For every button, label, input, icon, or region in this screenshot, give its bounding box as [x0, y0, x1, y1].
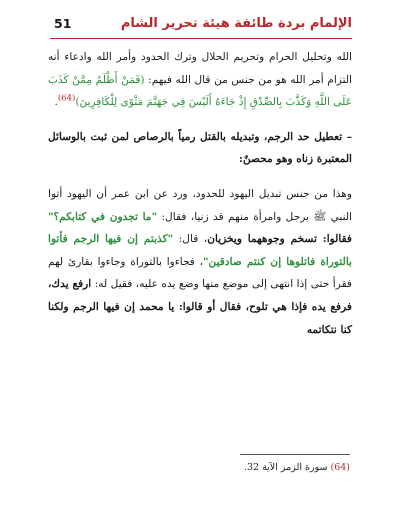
p3-mid-3: ، فجاءوا بالتوراة وجاءوا بقارئ لهم فقرأ حتى إذا انتهى إلى موضع منها وضع يده عليه، فقيل له: — [48, 255, 352, 291]
p3-mid-1: فقالوا: — [316, 233, 352, 246]
hadith-quote-1: "ما تجدون في كتابكم؟" — [48, 210, 158, 223]
page-number: 51 — [54, 16, 72, 31]
bold-phrase-1: تسخم وجوههما ويخزيان — [207, 233, 317, 246]
bold-phrase-2: ارفع يدك، فرفع يده فإذا هي تلوح، فقال أو قالوا: يا محمد إن فيها الرجم ولكنا كنا نتكاتمه — [48, 278, 352, 336]
p3-mid-2: ، قال: — [173, 233, 208, 246]
p1-tail: . — [54, 96, 58, 109]
p1-lead: الله وتحليل الحرام وتحريم الحلال وترك الحدود وأمر الله وادعاء أنه التزام أمر الله هو من جنس من قال الله فيهم: — [48, 51, 352, 86]
hadith-quote-2: "كذبتم إن فيها الرجم فأتوا بالتوراة فاتلوها إن كنتم صادقين" — [48, 233, 352, 268]
p3-lead: وهذا من جنس تبديل اليهود للحدود، ورد عن ابن عمر أن اليهود أتوا النبي ﷺ برجل وامرأة منهم قد زنيا، فقال: — [48, 187, 352, 223]
quran-verse: (فَمَنْ أَظْلَمُ مِمَّنْ كَذَبَ عَلَى اللَّهِ وَكَذَّبَ بِالصِّدْقِ إِذْ جَاءَهُ أَلَيْسَ فِي جَهَنَّمَ مَثْوًى لِلْكَافِرِينَ) — [48, 73, 352, 109]
footnote-reference[interactable]: (64) — [57, 93, 76, 104]
footnote-number: (64) — [330, 462, 350, 473]
main-text — [48, 46, 352, 341]
footnote-divider — [240, 454, 350, 455]
paragraph-gap — [48, 171, 352, 183]
paragraph-1 — [48, 46, 352, 114]
paragraph-gap — [48, 114, 352, 126]
footnote — [48, 460, 350, 476]
running-header — [54, 14, 352, 36]
section-heading: – تعطيل حد الرجم، وتبديله بالقتل رمياً بالرصاص لمن ثبت بالوسائل المعتبرة زناه وهو محصنٌ: — [48, 130, 352, 166]
header-title: الإلمام بردة طائفة هيئة تحرير الشام — [120, 16, 352, 31]
footnote-text: سورة الزمر الآية 32. — [243, 462, 331, 473]
header-divider — [50, 38, 352, 39]
paragraph-3 — [48, 183, 352, 341]
